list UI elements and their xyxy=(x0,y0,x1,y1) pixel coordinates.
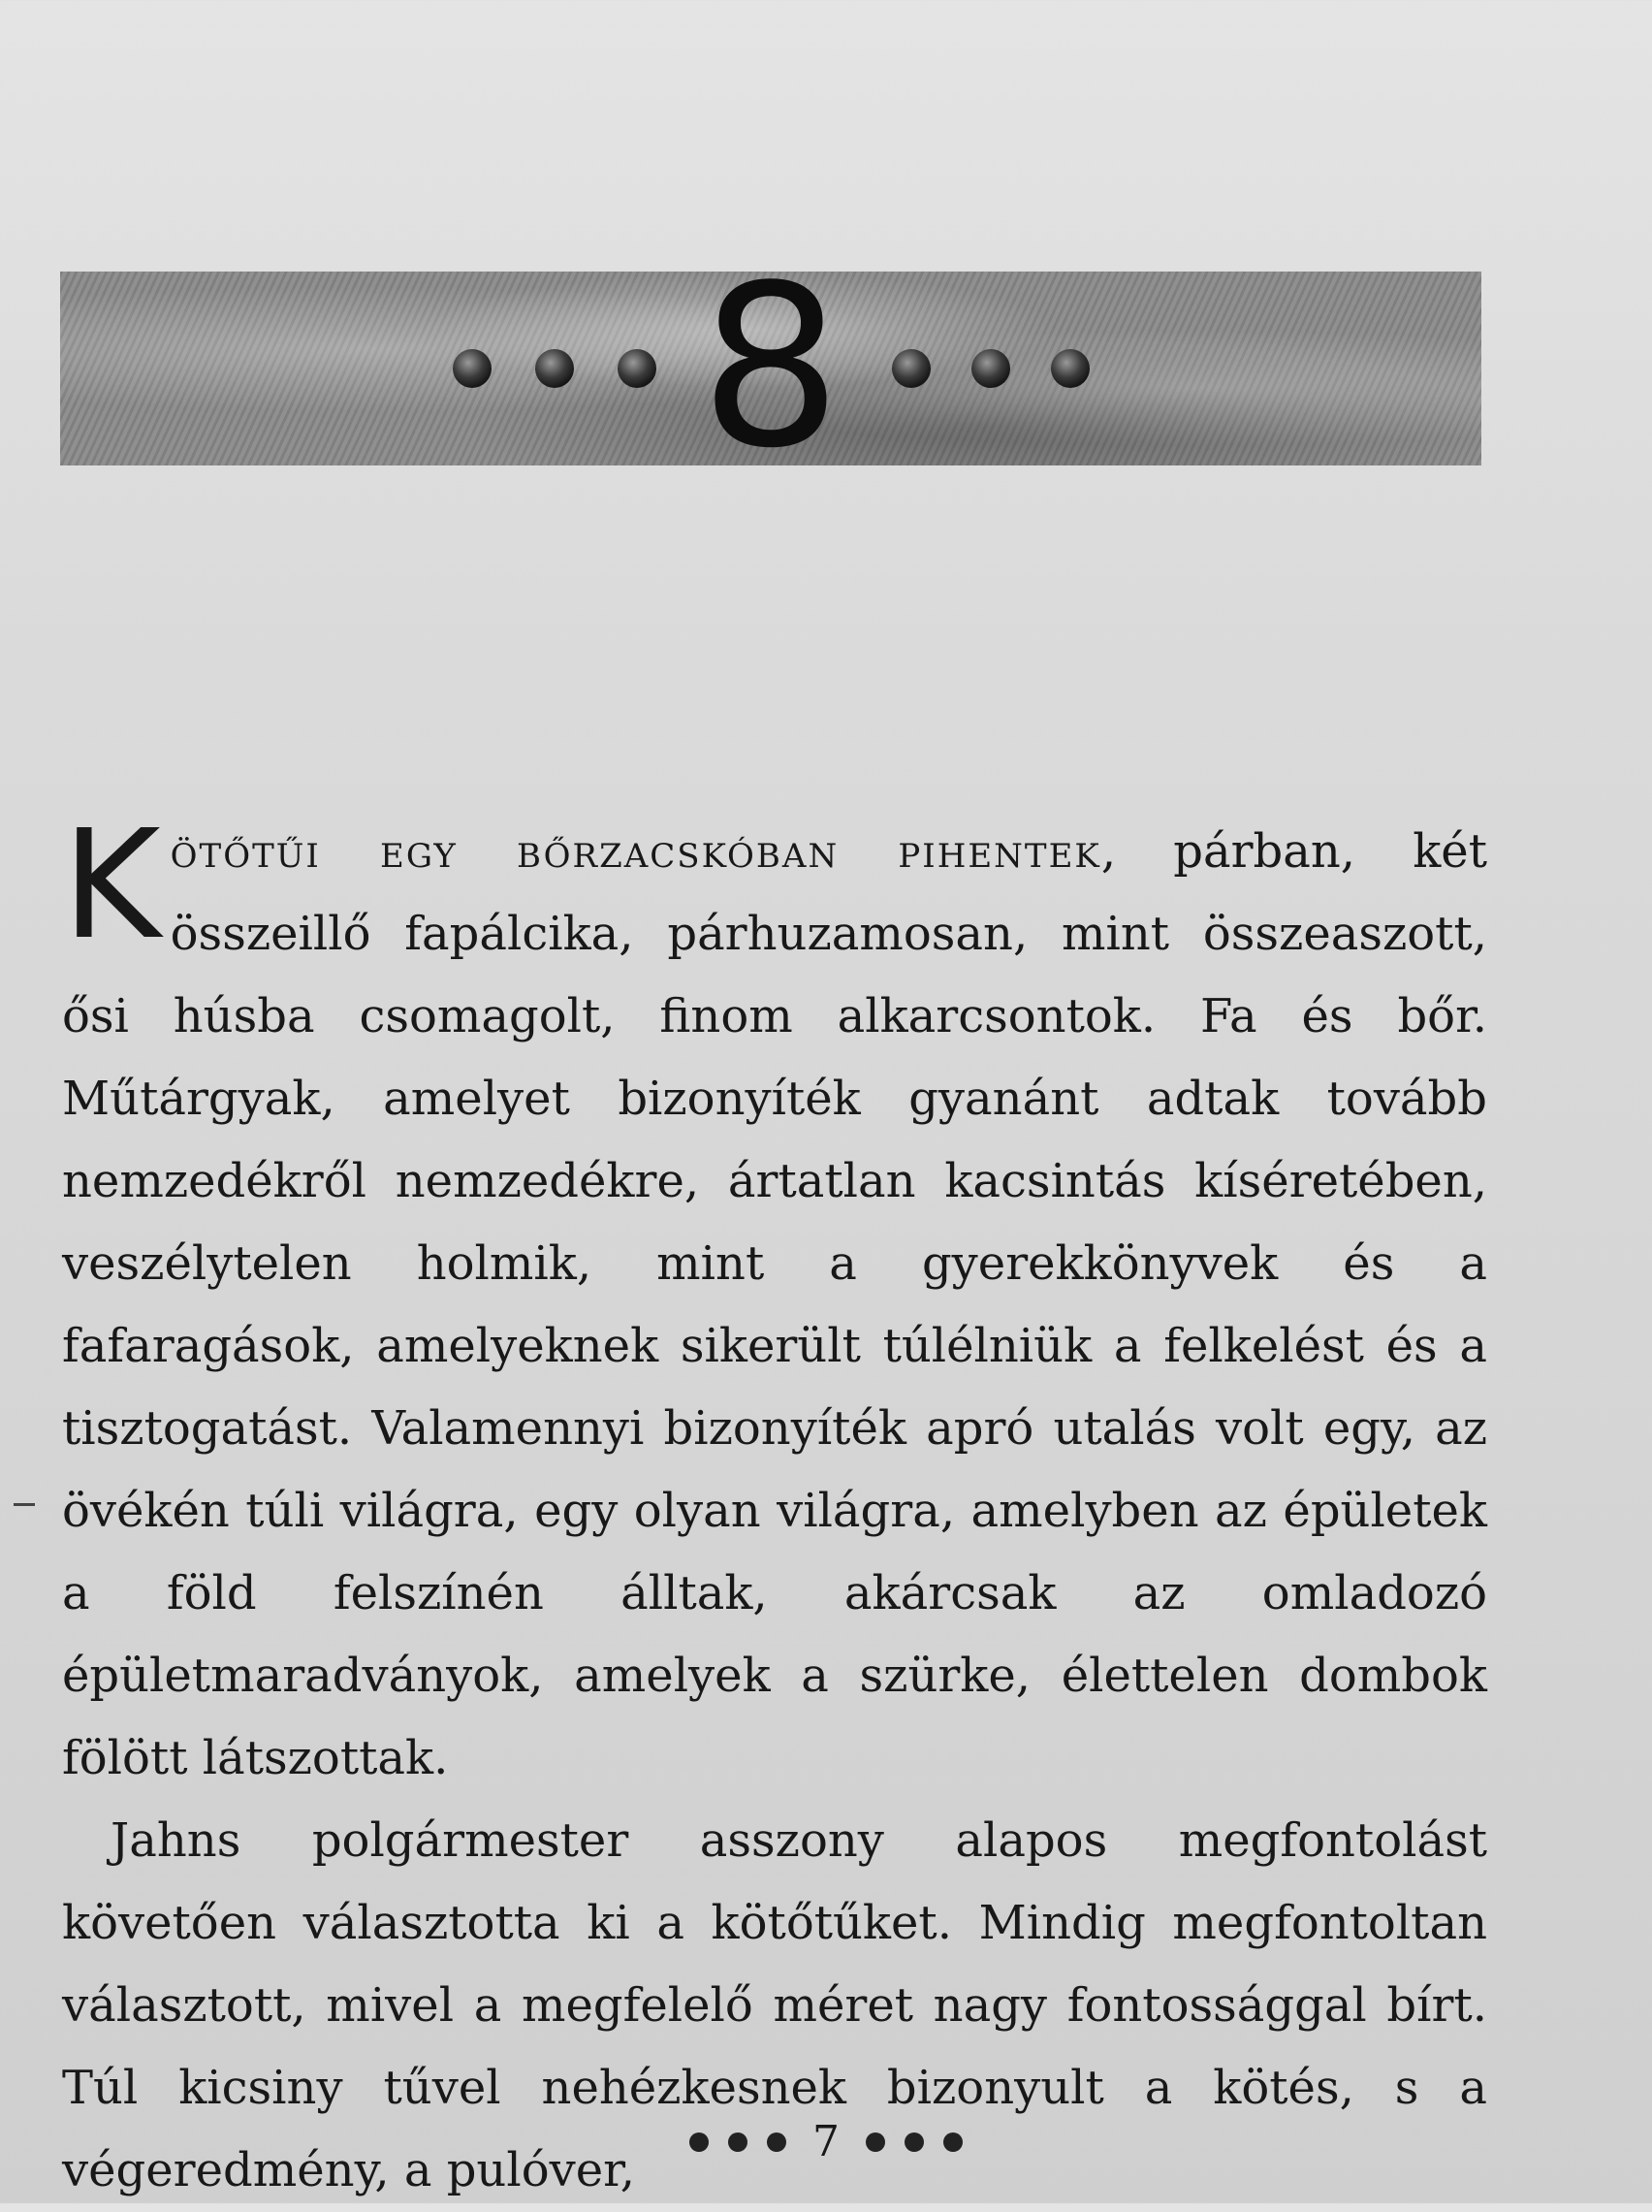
paragraph xyxy=(62,797,1487,1800)
page-number: 7 xyxy=(812,2117,840,2166)
chapter-number: 8 xyxy=(699,239,842,497)
paragraph: Jahns polgármester asszony alapos megfontolást követően választotta ki a kötőtűket. Mindig megfontoltan választott, mivel a megfelelő méret nagy fontossággal bírt. Túl kicsiny tűvel nehézkesnek bizonyult a kötés, s a végeredmény, a pulóver, xyxy=(62,1813,1487,2197)
drop-cap: K xyxy=(62,797,161,973)
page-footer xyxy=(0,2114,1652,2166)
footer-dots-left xyxy=(684,2128,791,2157)
footer-dots-right xyxy=(861,2128,968,2157)
body-text xyxy=(62,797,1487,2212)
paragraph-text: , párban, két összeillő fapálcika, párhuzamosan, mint összeaszott, ősi húsba csomagolt, finom alkarcsontok. Fa és bőr. Műtárgyak, amelyet bizonyíték gyanánt adtak tovább nemzedékről nemzedékre, ártatlan kacsintás kíséretében, veszélytelen holmik, mint a gyerekkönyvek és a fafaragások, amelyeknek sikerült túlélniük a felkelést és a tisztogatást. Valamennyi bizonyíték apró utalás volt egy, az övékén túli világra, egy olyan világra, amelyben az épületek a föld felszínén álltak, akárcsak az omladozó épületmaradványok, amelyek a szürke, élettelen dombok fölött látszottak. xyxy=(62,824,1487,1785)
chapter-banner xyxy=(60,239,1481,497)
smallcaps-lead: ötőtűi egy bőrzacskóban pihentek xyxy=(170,824,1101,879)
margin-mark xyxy=(14,1503,35,1506)
